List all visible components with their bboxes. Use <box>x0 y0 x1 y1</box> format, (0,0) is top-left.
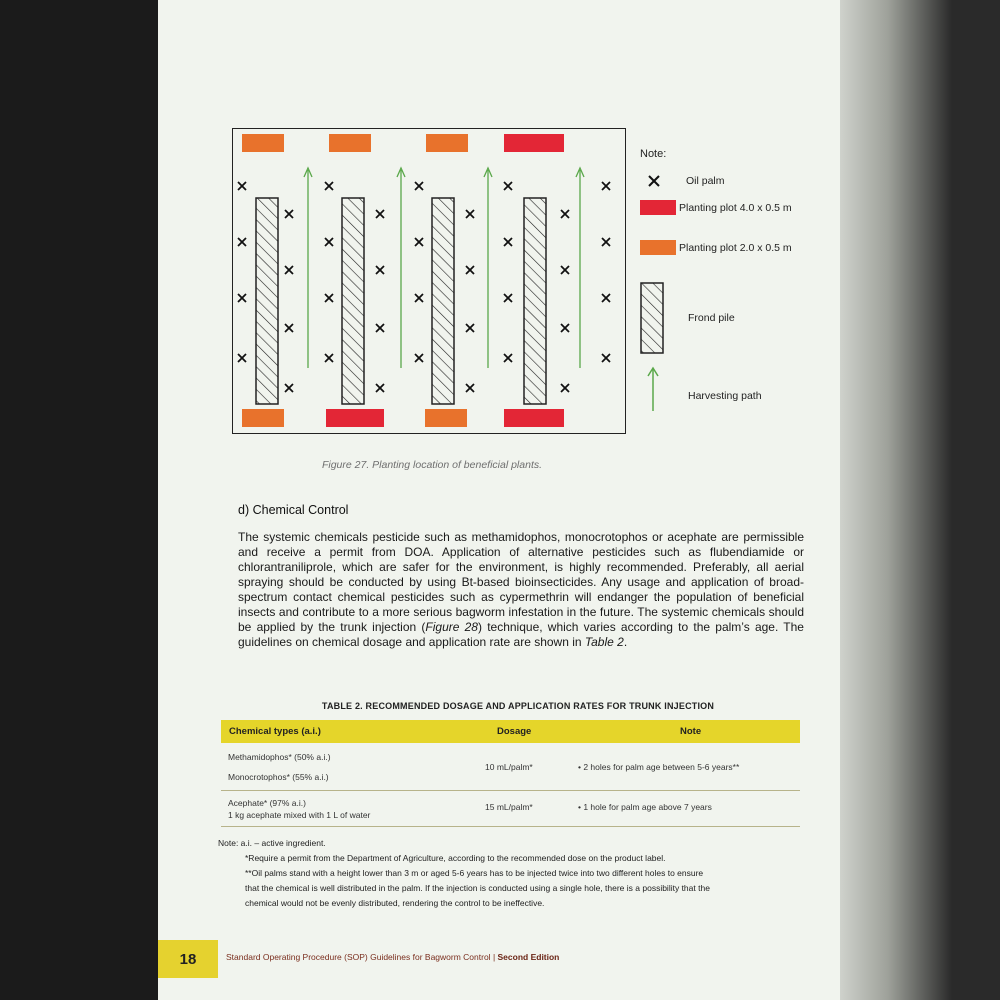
oil-palm-cross <box>466 324 474 332</box>
header-note: Note <box>680 726 702 737</box>
footer-separator: | <box>490 952 498 962</box>
oil-palm-cross <box>376 384 384 392</box>
oil-palm-cross <box>602 238 610 246</box>
table-notes <box>218 836 818 911</box>
note-injection-3: chemical would not be evenly distributed, rendering the control to be ineffective. <box>245 898 545 908</box>
row2-chemical-2: 1 kg acephate mixed with 1 L of water <box>228 810 371 820</box>
row1-chemical-2: Monocrotophos* (55% a.i.) <box>228 772 329 782</box>
planting-plot-top <box>242 134 284 152</box>
figure-reference: Figure 28 <box>425 620 478 634</box>
oil-palm-cross <box>466 384 474 392</box>
footer-text <box>226 952 559 962</box>
oil-palm-cross <box>504 182 512 190</box>
planting-plot-bottom <box>242 409 284 427</box>
oil-palm-cross <box>561 266 569 274</box>
oil-palm-cross <box>285 266 293 274</box>
oil-palm-cross <box>415 294 423 302</box>
oil-palm-cross-icon <box>640 174 664 188</box>
legend-plot-large <box>640 200 792 215</box>
oil-palm-cross <box>325 238 333 246</box>
footer-edition: Second Edition <box>497 952 560 962</box>
paragraph-part-2: ) technique, which varies according to the palm’s age. The guidelines on chemical dosage and application rate are shown in <box>238 620 804 649</box>
frond-pile <box>256 198 278 404</box>
planting-plot-top <box>426 134 468 152</box>
note-injection-2: that the chemical is well distributed in the palm. If the injection is conducted using a single hole, there is a possibility that the <box>245 883 710 893</box>
oil-palm-cross <box>285 210 293 218</box>
legend-oil-palm-label: Oil palm <box>686 175 725 187</box>
figure-caption: Figure 27. Planting location of beneficial plants. <box>321 459 543 471</box>
oil-palm-cross <box>376 266 384 274</box>
row2-dosage: 15 mL/palm* <box>485 802 533 812</box>
oil-palm-cross <box>561 210 569 218</box>
row2-chemical-1: Acephate* (97% a.i.) <box>228 798 306 808</box>
row-divider <box>221 826 800 827</box>
table-reference: Table 2 <box>584 635 624 649</box>
oil-palm-cross <box>325 182 333 190</box>
oil-palm-cross <box>238 238 246 246</box>
row1-dosage: 10 mL/palm* <box>485 762 533 772</box>
legend-note-label: Note: <box>640 148 667 160</box>
frond-pile <box>342 198 364 404</box>
table-header-row <box>221 720 800 743</box>
note-abbreviation: Note: a.i. – active ingredient. <box>218 838 326 848</box>
oil-palm-cross <box>415 238 423 246</box>
oil-palm-cross <box>602 354 610 362</box>
legend-harvesting-path-label: Harvesting path <box>688 390 762 402</box>
page-edge-shadow <box>840 0 1000 1000</box>
note-permit: *Require a permit from the Department of Agriculture, according to the recommended dose on the product label. <box>245 853 666 863</box>
oil-palm-cross <box>415 354 423 362</box>
footer-title: Standard Operating Procedure (SOP) Guidelines for Bagworm Control <box>226 952 491 962</box>
row-divider <box>221 790 800 791</box>
oil-palm-cross <box>376 210 384 218</box>
planting-layout-diagram <box>232 128 626 434</box>
legend-plot-small-label: Planting plot 2.0 x 0.5 m <box>679 241 792 254</box>
paragraph-part-3: . <box>623 635 628 649</box>
oil-palm-cross <box>466 210 474 218</box>
legend-frond-pile <box>640 282 735 354</box>
oil-palm-cross <box>238 294 246 302</box>
oil-palm-cross <box>504 354 512 362</box>
oil-palm-cross <box>504 238 512 246</box>
oil-palm-cross <box>238 182 246 190</box>
oil-palm-cross <box>415 182 423 190</box>
section-title: d) Chemical Control <box>238 503 349 517</box>
plot-large-swatch <box>640 200 676 215</box>
header-dosage: Dosage <box>497 726 532 737</box>
oil-palm-cross <box>285 384 293 392</box>
oil-palm-cross <box>561 324 569 332</box>
frond-pile <box>524 198 546 404</box>
oil-palm-cross <box>504 294 512 302</box>
legend-plot-small <box>640 240 792 255</box>
plot-small-swatch <box>640 240 676 255</box>
row1-chemical-1: Methamidophos* (50% a.i.) <box>228 752 331 762</box>
oil-palm-cross <box>325 354 333 362</box>
figure-legend <box>640 140 830 440</box>
oil-palm-cross <box>285 324 293 332</box>
legend-harvesting-path <box>640 365 762 411</box>
planting-plot-bottom <box>504 409 564 427</box>
paragraph-part-1: The systemic chemicals pesticide such as methamidophos, monocrotophos or acephate are permissible and receive a permit from DOA. Application of alternative pesticides such as flubendiamide or chlorantraniliprole, which are safer for the environment, is highly recommended. Preferably, all aerial spraying should be conducted by using Bt-based bioinsecticides. Any usage and application of broad-spectrum contact chemical pesticides such as cypermethrin will endanger the population of beneficial insects and contribute to a more serious bagworm infestation in the future. The systemic chemicals should be applied by the trunk injection ( <box>238 530 804 634</box>
frond-pile-hatch-icon <box>640 282 666 354</box>
oil-palm-cross <box>376 324 384 332</box>
table-title: TABLE 2. RECOMMENDED DOSAGE AND APPLICATION RATES FOR TRUNK INJECTION <box>321 701 715 711</box>
legend-frond-pile-label: Frond pile <box>688 312 735 324</box>
row2-note-text: 1 hole for palm age above 7 years <box>583 802 712 812</box>
note-injection-1: **Oil palms stand with a height lower than 3 m or aged 5-6 years has to be injected twice into two different holes to ensure <box>245 868 704 878</box>
oil-palm-cross <box>602 182 610 190</box>
oil-palm-cross <box>561 384 569 392</box>
oil-palm-cross <box>238 354 246 362</box>
planting-plot-top <box>504 134 564 152</box>
oil-palm-cross <box>602 294 610 302</box>
row1-note: • 2 holes for palm age between 5-6 years** <box>578 762 740 772</box>
chemical-control-paragraph <box>238 530 804 650</box>
page-number: 18 <box>158 940 218 978</box>
legend-plot-large-label: Planting plot 4.0 x 0.5 m <box>679 201 792 214</box>
oil-palm-cross <box>325 294 333 302</box>
harvesting-path-arrow-icon <box>640 365 666 411</box>
row1-note-text: 2 holes for palm age between 5-6 years** <box>583 762 740 772</box>
frond-pile <box>432 198 454 404</box>
planting-plot-top <box>329 134 371 152</box>
header-chemical-types: Chemical types (a.i.) <box>229 726 321 737</box>
row2-note: • 1 hole for palm age above 7 years <box>578 802 712 812</box>
legend-oil-palm <box>640 174 725 188</box>
planting-plot-bottom <box>425 409 467 427</box>
oil-palm-cross <box>466 266 474 274</box>
planting-plot-bottom <box>326 409 384 427</box>
